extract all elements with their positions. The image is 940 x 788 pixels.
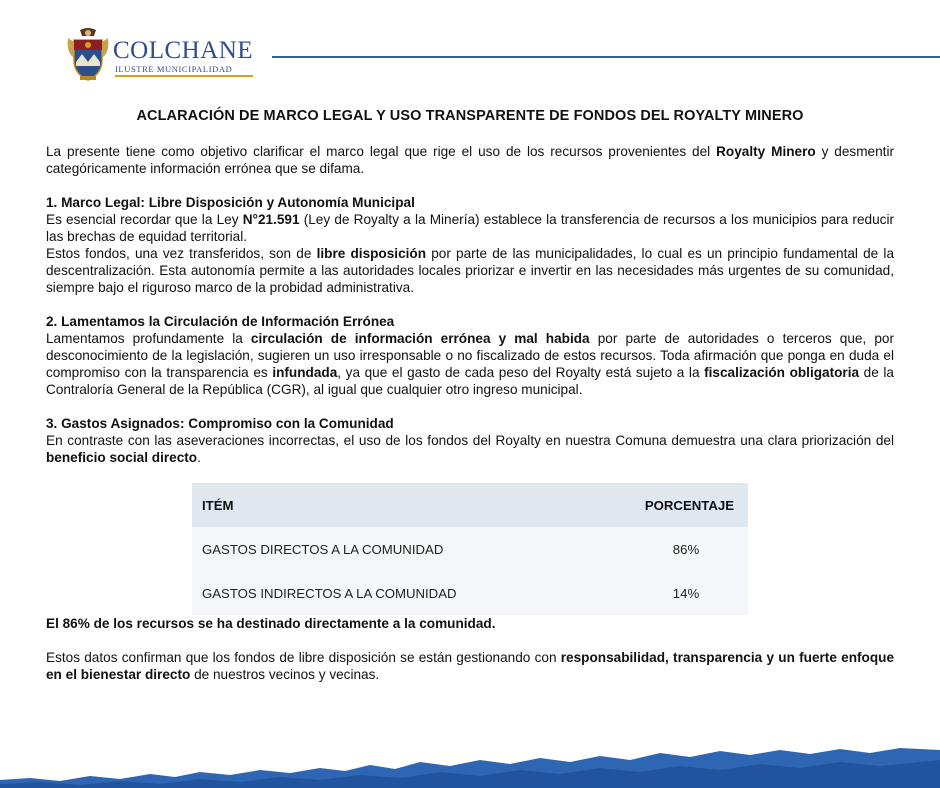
- section3-heading: 3. Gastos Asignados: Compromiso con la Comunidad: [46, 416, 394, 431]
- logo-name: COLCHANE: [113, 37, 254, 64]
- closing-bold: responsabilidad, transparencia y un fuerte enfoque en el bienestar directo: [46, 650, 895, 682]
- section3-text-2: .: [197, 450, 201, 465]
- section1-law-number: N°21.591: [242, 212, 300, 227]
- section2-heading: 2. Lamentamos la Circulación de Información Errónea: [46, 314, 395, 329]
- section2-bold-2: infundada: [272, 365, 338, 380]
- section3-text-1: En contraste con las aseveraciones incorrectas, el uso de los fondos del Royalty en nuestra Comuna demuestra una clara priorización del: [46, 433, 894, 448]
- section1-paragraph-1: [46, 211, 894, 245]
- section2-text-1: Lamentamos profundamente la: [46, 331, 251, 346]
- section3-paragraph: [46, 432, 894, 466]
- section1-paragraph-2: [46, 245, 894, 296]
- intro-text-2: y desmentir categóricamente información errónea que se difama.: [46, 144, 894, 176]
- document-title: ACLARACIÓN DE MARCO LEGAL Y USO TRANSPARENTE DE FONDOS DEL ROYALTY MINERO: [136, 108, 804, 124]
- expense-table: [192, 483, 748, 615]
- section2-bold-3: fiscalización obligatoria: [704, 365, 860, 380]
- closing-text-2: de nuestros vecinos y vecinas.: [190, 667, 380, 682]
- section3-bold: beneficio social directo: [46, 450, 198, 465]
- section1-p1-text-1: Es esencial recordar que la Ley: [46, 212, 243, 227]
- section2-paragraph: [46, 330, 894, 398]
- summary-statement: El 86% de los recursos se ha destinado directamente a la comunidad.: [46, 616, 496, 631]
- section1-p1-text-2: (Ley de Royalty a la Minería) establece la transferencia de recursos a los municipios para reducir las brechas de equidad territorial.: [46, 212, 894, 244]
- section1-p2-bold: libre disposición: [316, 246, 427, 261]
- intro-text-1: La presente tiene como objetivo clarificar el marco legal que rige el uso de los recursos provenientes del: [46, 144, 717, 159]
- table-cell-percentage: 14%: [624, 571, 748, 615]
- intro-paragraph: [46, 143, 894, 177]
- section2-text-4: de la Contraloría General de la República (CGR), al igual que cualquier otro ingreso municipal.: [46, 365, 894, 397]
- logo-wordmark: [113, 38, 253, 77]
- section1-p2-text-1: Estos fondos, una vez transferidos, son de: [46, 246, 317, 261]
- table-header-percentage: PORCENTAJE: [624, 483, 748, 527]
- table-header-row: [192, 483, 748, 527]
- table-cell-percentage: 86%: [624, 527, 748, 571]
- section2-text-2: por parte de autoridades o terceros que, por desconocimiento de la legislación, sugieren un uso irresponsable o no fiscalizado de estos recursos. Toda afirmación que ponga en duda el compromiso con la transparencia es: [46, 331, 894, 380]
- section2-bold-1: circulación de información errónea y mal habida: [250, 331, 590, 346]
- table-row: [192, 527, 748, 571]
- header: [66, 28, 940, 84]
- municipal-seal-icon: [66, 28, 110, 82]
- section1-p2-text-2: por parte de las municipalidades, lo cual es un principio fundamental de la descentralización. Esta autonomía permite a las autoridades locales priorizar e invertir en las necesidades más urgentes de su comunidad, siempre bajo el riguroso marco de la probidad administrativa.: [46, 246, 895, 295]
- intro-bold-royalty: Royalty Minero: [716, 144, 816, 159]
- table-row: [192, 571, 748, 615]
- section1-heading: 1. Marco Legal: Libre Disposición y Autonomía Municipal: [46, 195, 415, 210]
- closing-paragraph: [46, 649, 894, 683]
- footer-wave-decoration: [0, 748, 940, 788]
- closing-text-1: Estos datos confirman que los fondos de libre disposición se están gestionando con: [46, 650, 561, 665]
- table-cell-item: GASTOS DIRECTOS A LA COMUNIDAD: [192, 527, 624, 571]
- section2-text-3: , ya que el gasto de cada peso del Royalty está sujeto a la: [337, 365, 705, 380]
- logo-subtitle: ILUSTRE MUNICIPALIDAD: [115, 64, 253, 77]
- table-header-item: ITÉM: [192, 483, 624, 527]
- header-divider: [272, 56, 940, 58]
- document-body: [46, 143, 894, 683]
- table-cell-item: GASTOS INDIRECTOS A LA COMUNIDAD: [192, 571, 624, 615]
